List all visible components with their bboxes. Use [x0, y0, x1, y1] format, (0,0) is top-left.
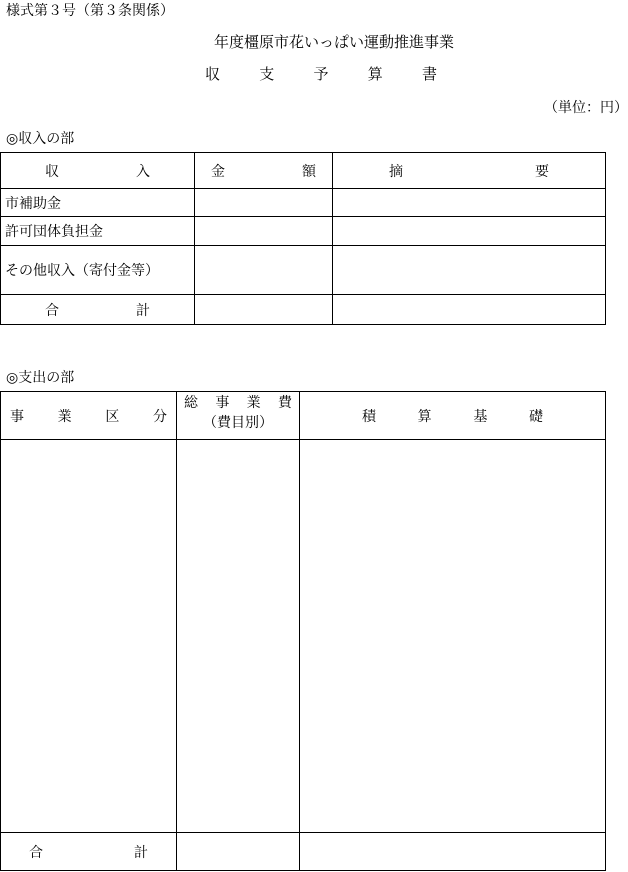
table-row [1, 440, 606, 833]
income-item-label: 市補助金 [1, 189, 195, 217]
unit-note: （単位：円） [544, 100, 628, 116]
income-header-row [1, 153, 606, 189]
subtitle-char: 収 [205, 65, 221, 83]
subtitle-char: 予 [313, 65, 329, 83]
table-row [1, 246, 606, 295]
income-total-row [1, 295, 606, 325]
total-label: 合 計 [1, 833, 177, 871]
cost-cell[interactable] [177, 440, 300, 833]
total-summary-cell[interactable] [333, 295, 606, 325]
expense-header-row [1, 392, 606, 440]
table-row [1, 189, 606, 217]
category-cell[interactable] [1, 440, 177, 833]
subtitle-char: 支 [259, 65, 275, 83]
total-basis-cell[interactable] [300, 833, 606, 871]
summary-cell[interactable] [333, 217, 606, 246]
form-number: 様式第３号（第３条関係） [6, 3, 174, 19]
header-category: 事 業 区 分 [1, 392, 177, 440]
total-label: 合 計 [1, 295, 195, 325]
income-item-label: その他収入（寄付金等） [1, 246, 195, 295]
summary-cell[interactable] [333, 189, 606, 217]
document-title: 年度橿原市花いっぱい運動推進事業 [213, 33, 454, 51]
amount-cell[interactable] [195, 246, 333, 295]
header-total-cost: 総 事 業 費 （費目別） [177, 392, 300, 440]
document-subtitle [205, 63, 437, 84]
header-amount: 金 額 [195, 153, 333, 189]
expense-section-label: ◎支出の部 [6, 370, 75, 386]
total-cost-cell[interactable] [177, 833, 300, 871]
amount-cell[interactable] [195, 189, 333, 217]
header-income-item: 収 入 [1, 153, 195, 189]
subtitle-char: 書 [421, 65, 437, 83]
header-summary: 摘 要 [333, 153, 606, 189]
table-row [1, 217, 606, 246]
income-section-label: ◎収入の部 [6, 131, 75, 147]
total-amount-cell[interactable] [195, 295, 333, 325]
summary-cell[interactable] [333, 246, 606, 295]
expense-total-row [1, 833, 606, 871]
header-basis: 積 算 基 礎 [300, 392, 606, 440]
income-item-label: 許可団体負担金 [1, 217, 195, 246]
expense-table [0, 391, 606, 871]
amount-cell[interactable] [195, 217, 333, 246]
subtitle-char: 算 [367, 65, 383, 83]
income-table [0, 152, 606, 325]
basis-cell[interactable] [300, 440, 606, 833]
